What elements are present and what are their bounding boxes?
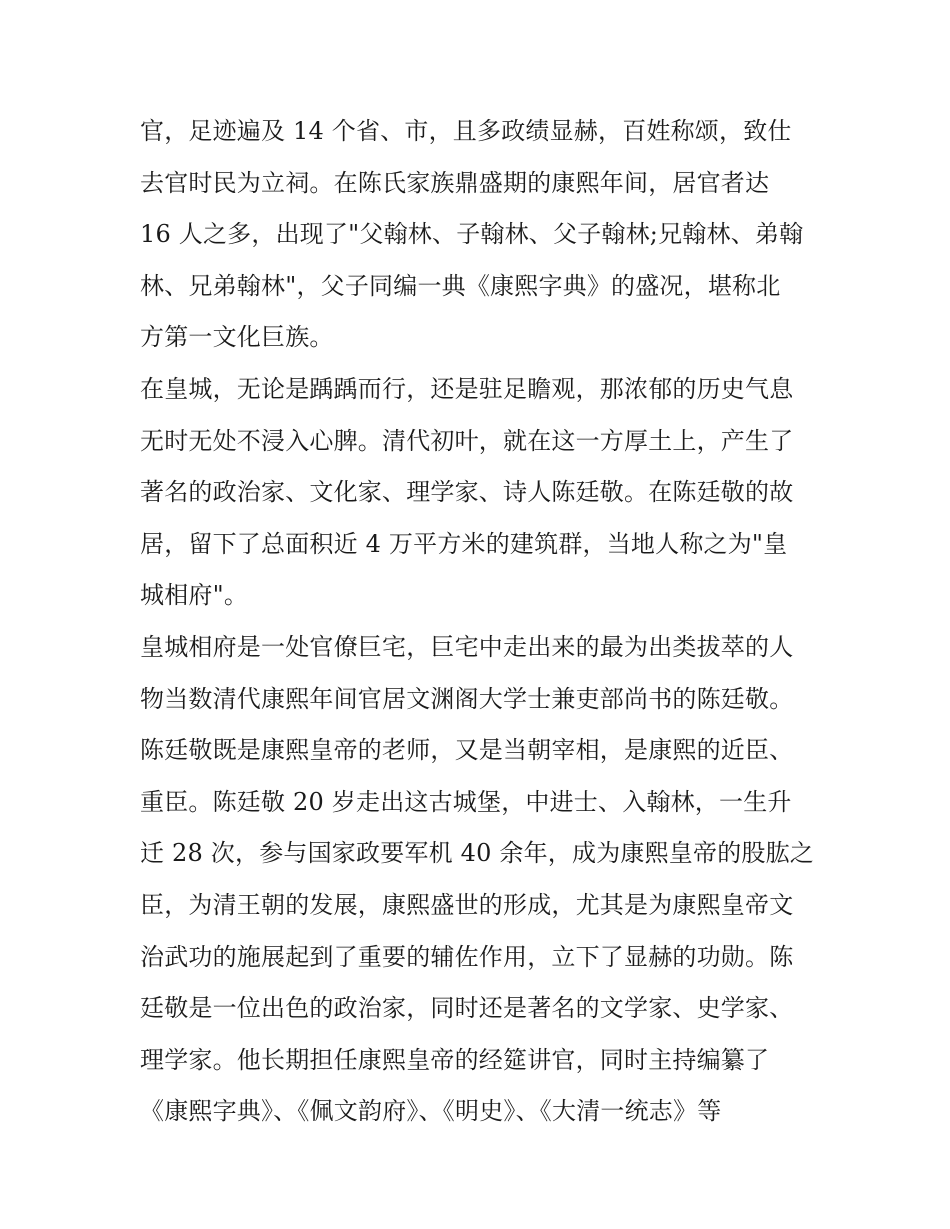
- text-line: 物当数清代康熙年间官居文渊阁大学士兼吏部尚书的陈廷敬。: [140, 684, 794, 713]
- text-line: 方第一文化巨族。: [140, 323, 334, 352]
- paragraph-3: [140, 622, 820, 1138]
- body-text: [140, 106, 820, 1138]
- paragraph-1: [140, 106, 820, 364]
- text-line: 陈廷敬既是康熙皇帝的老师，又是当朝宰相，是康熙的近臣、: [140, 736, 794, 765]
- text-line: 理学家。他长期担任康熙皇帝的经筵讲官，同时主持编纂了: [140, 1045, 770, 1074]
- text-line: 迁 28 次，参与国家政要军机 40 余年，成为康熙皇帝的股肱之: [140, 839, 814, 868]
- text-line: 居，留下了总面积近 4 万平方米的建筑群，当地人称之为"皇: [140, 529, 788, 558]
- text-line: 臣，为清王朝的发展，康熙盛世的形成，尤其是为康熙皇帝文: [140, 890, 794, 919]
- text-line: 官，足迹遍及 14 个省、市，且多政绩显赫，百姓称颂，致仕: [140, 117, 792, 145]
- text-line: 重臣。陈廷敬 20 岁走出这古城堡，中进士、入翰林，一生升: [140, 787, 792, 816]
- text-line: 著名的政治家、文化家、理学家、诗人陈廷敬。在陈廷敬的故: [140, 478, 794, 507]
- text-line: 城相府"。: [140, 581, 249, 610]
- text-line: 在皇城，无论是踽踽而行，还是驻足瞻观，那浓郁的历史气息: [140, 374, 794, 403]
- text-line: 林、兄弟翰林"，父子同编一典《康熙字典》的盛况，堪称北: [140, 271, 781, 300]
- text-line: 去官时民为立祠。在陈氏家族鼎盛期的康熙年间，居官者达: [140, 168, 770, 197]
- text-line: 廷敬是一位出色的政治家，同时还是著名的文学家、史学家、: [140, 994, 794, 1023]
- text-line: 《康熙字典》、《佩文韵府》、《明史》、《大清一统志》等: [140, 1097, 722, 1126]
- text-line: 治武功的施展起到了重要的辅佐作用，立下了显赫的功勋。陈: [140, 942, 794, 971]
- text-line: 皇城相府是一处官僚巨宅，巨宅中走出来的最为出类拔萃的人: [140, 632, 794, 661]
- text-line: 16 人之多，出现了"父翰林、子翰林、父子翰林;兄翰林、弟翰: [140, 220, 804, 249]
- text-line: 无时无处不浸入心脾。清代初叶，就在这一方厚土上，产生了: [140, 426, 794, 455]
- paragraph-2: [140, 364, 820, 622]
